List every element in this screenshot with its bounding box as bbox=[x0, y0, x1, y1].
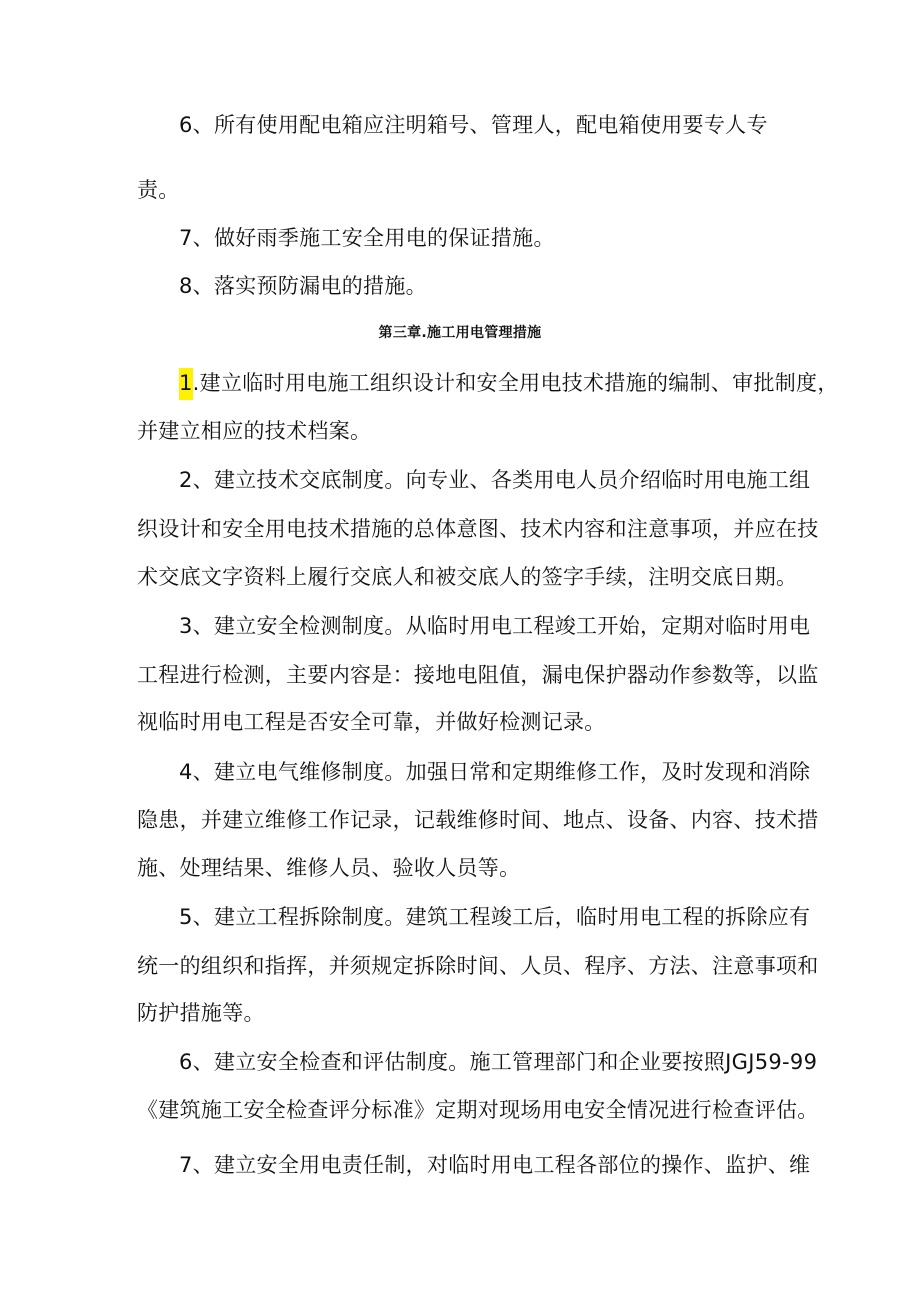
paragraph-line: 8、落实预防漏电的措施。 bbox=[179, 274, 427, 298]
paragraph-line: 防护措施等。 bbox=[137, 1001, 265, 1025]
paragraph-line: 《建筑施工安全检查评分标准》定期对现场用电安全情况进行检查评估。 bbox=[137, 1098, 819, 1122]
paragraph-line: 视临时用电工程是否安全可靠，并做好检测记录。 bbox=[137, 710, 606, 734]
chapter-heading: 第三章.施工用电管理措施 bbox=[378, 325, 542, 341]
paragraph-line: 工程进行检测，主要内容是：接地电阻值，漏电保护器动作参数等，以监 bbox=[137, 663, 819, 687]
paragraph-line: 3、建立安全检测制度。从临时用电工程竣工开始，定期对临时用电 bbox=[179, 614, 811, 638]
paragraph-line: 6、建立安全检查和评估制度。施工管理部门和企业要按照JGJ59-99 bbox=[179, 1050, 818, 1074]
paragraph-line: 4、建立电气维修制度。加强日常和定期维修工作，及时发现和消除 bbox=[179, 760, 811, 784]
highlighted-marker: 1 bbox=[179, 368, 193, 400]
paragraph-line: 7、建立安全用电责任制，对临时用电工程各部位的操作、监护、维 bbox=[179, 1153, 811, 1177]
paragraph-line bbox=[179, 370, 839, 396]
paragraph-line: 并建立相应的技术档案。 bbox=[137, 419, 372, 443]
paragraph-line: 术交底文字资料上履行交底人和被交底人的签字手续，注明交底日期。 bbox=[137, 565, 798, 589]
paragraph-line: 织设计和安全用电技术措施的总体意图、技术内容和注意事项，并应在技 bbox=[137, 517, 819, 541]
paragraph-line: 7、做好雨季施工安全用电的保证措施。 bbox=[179, 226, 555, 250]
paragraph-line: 隐患，并建立维修工作记录，记载维修时间、地点、设备、内容、技术措 bbox=[137, 808, 819, 832]
paragraph-line: 2、建立技术交底制度。向专业、各类用电人员介绍临时用电施工组 bbox=[179, 468, 811, 492]
paragraph-line: 责。 bbox=[137, 178, 180, 202]
paragraph-text: .建立临时用电施工组织设计和安全用电技术措施的编制、审批制度， bbox=[192, 371, 839, 395]
paragraph-line: 统一的组织和指挥，并须规定拆除时间、人员、程序、方法、注意事项和 bbox=[137, 954, 819, 978]
paragraph-line: 6、所有使用配电箱应注明箱号、管理人，配电箱使用要专人专 bbox=[179, 113, 768, 137]
paragraph-line: 5、建立工程拆除制度。建筑工程竣工后，临时用电工程的拆除应有 bbox=[179, 905, 811, 929]
paragraph-line: 施、处理结果、维修人员、验收人员等。 bbox=[137, 856, 521, 880]
